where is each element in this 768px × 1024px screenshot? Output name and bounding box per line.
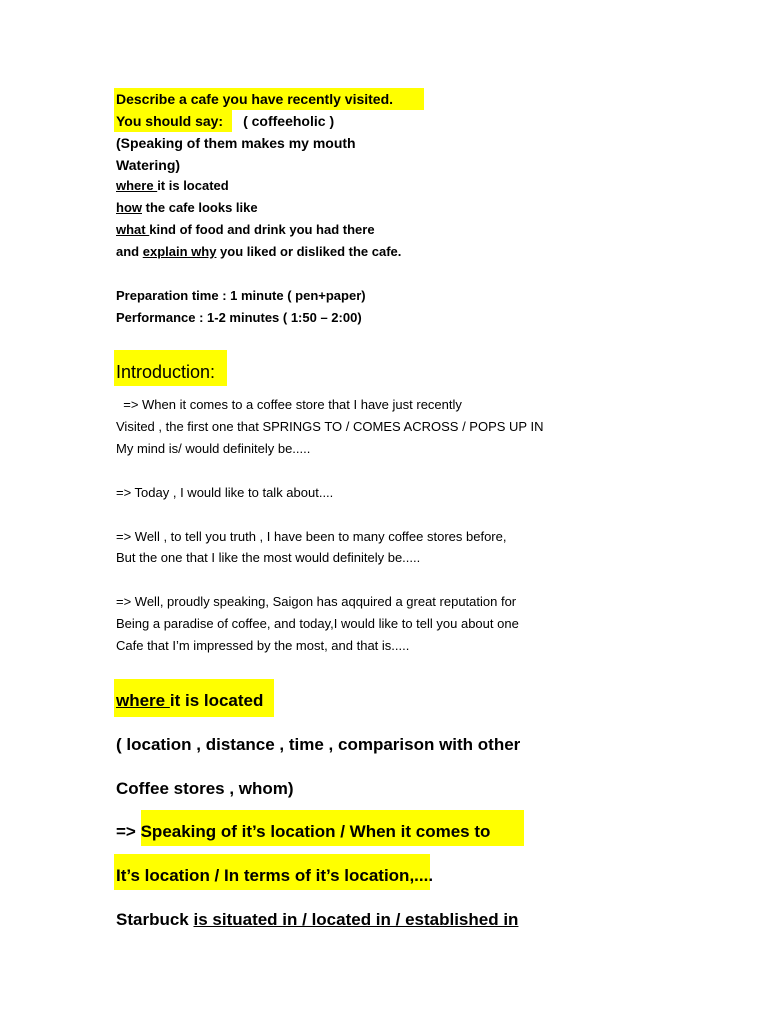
point-keyword: how: [116, 200, 142, 215]
location-line-1: ( location , distance , time , comparison with other: [116, 735, 521, 754]
location-heading-keyword: where: [116, 691, 170, 710]
point-text: you liked or disliked the cafe.: [216, 244, 402, 259]
prompt-point-what: [116, 220, 375, 240]
location-line-2: Coffee stores , whom): [116, 779, 294, 798]
intro-d-line-1: => Well, proudly speaking, Saigon has aqquired a great reputation for: [116, 594, 517, 609]
location-heading: [116, 688, 263, 714]
point-keyword: what: [116, 222, 150, 237]
location-line-5: [116, 907, 518, 933]
intro-d-line-2: Being a paradise of coffee, and today,I would like to tell you about one: [116, 616, 519, 631]
intro-c-line-2: But the one that I like the most would definitely be.....: [116, 550, 421, 565]
intro-b-line-1: => Today , I would like to talk about....: [116, 485, 334, 500]
underlined-phrase: is situated in / located in / established in: [193, 910, 519, 929]
prompt-line-4: Watering): [116, 157, 181, 173]
intro-d-line-3: Cafe that I’m impressed by the most, and that is.....: [116, 638, 410, 653]
preparation-time: Preparation time : 1 minute ( pen+paper): [116, 288, 366, 303]
intro-c-line-1: => Well , to tell you truth , I have been to many coffee stores before,: [116, 529, 507, 544]
highlighted-phrase: Speaking of it’s location / When it comes to: [140, 822, 491, 841]
intro-a-line-1: => When it comes to a coffee store that I have just recently: [116, 397, 462, 412]
trailing-text: ,....: [409, 866, 434, 885]
point-text: kind of food and drink you had there: [149, 222, 375, 237]
point-keyword: where: [116, 178, 158, 193]
point-keyword: explain why: [142, 244, 217, 259]
intro-a-line-3: My mind is/ would definitely be.....: [116, 441, 311, 456]
coffeeholic-note: ( coffeeholic ): [243, 113, 335, 129]
point-prefix: and: [116, 244, 143, 259]
point-text: it is located: [157, 178, 229, 193]
location-heading-text: it is located: [169, 691, 264, 710]
point-text: the cafe looks like: [142, 200, 258, 215]
subject-text: Starbuck: [116, 910, 194, 929]
prompt-line-3: (Speaking of them makes my mouth: [116, 135, 356, 151]
location-line-4: [116, 863, 433, 889]
arrow-prefix: =>: [116, 822, 141, 841]
prompt-subtitle-row: [116, 111, 334, 131]
prompt-point-how: [116, 198, 258, 218]
performance-time: Performance : 1-2 minutes ( 1:50 – 2:00): [116, 310, 362, 325]
prompt-point-explain: [116, 242, 401, 262]
location-line-3: [116, 819, 490, 845]
intro-a-line-2: Visited , the first one that SPRINGS TO / COMES ACROSS / POPS UP IN: [116, 419, 544, 434]
prompt-title: Describe a cafe you have recently visited.: [116, 91, 394, 107]
introduction-heading: Introduction:: [116, 362, 216, 382]
you-should-say: You should say:: [116, 113, 224, 129]
highlighted-phrase: It’s location / In terms of it’s location: [116, 866, 410, 885]
prompt-point-where: [116, 176, 229, 196]
